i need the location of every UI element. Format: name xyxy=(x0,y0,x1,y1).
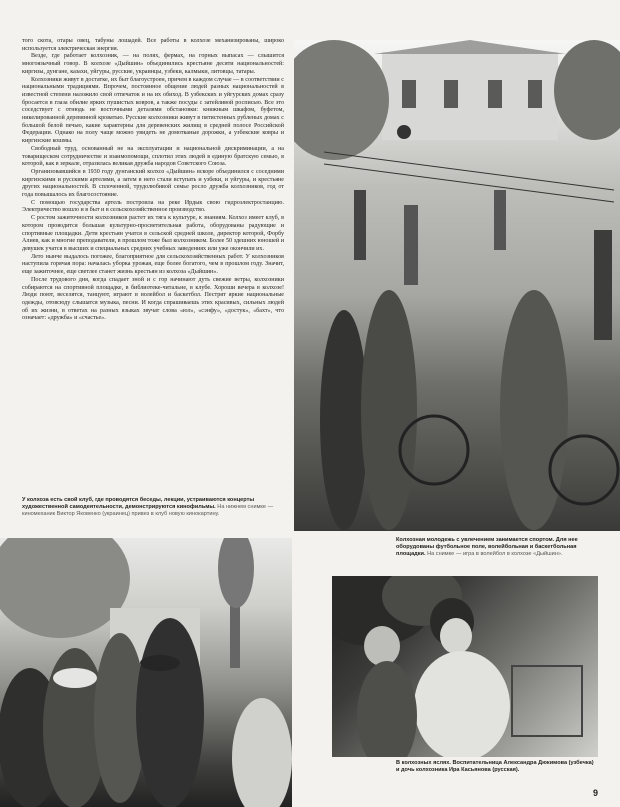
nursery-photo xyxy=(332,576,598,757)
article-paragraph: Организовавшийся в 1930 году дунганский колхоз «Дыйшин» вскоре объединился с соседними киргизскими и русскими артелями, а затем в него стали вступать и узбеки, и уйгуры, и крестьяне других национальностей. В сплоченной, трудолюбивой семье росло дружба колхозников, год от года повышалось их благосостояние. xyxy=(22,168,284,199)
article-paragraph: Везде, где работает колхозник, — на полях, фермах, на горных выпасах — слышится многоязычный говор. В колхозе «Дыйшин» объединились крестьяне десяти национальностей: киргизы, дунгане, казахи, уйгуры, русские, украинцы, узбеки, калмыки, литовцы, татары. xyxy=(22,53,284,75)
nursery-caption xyxy=(396,760,596,774)
article-text-column xyxy=(22,38,284,323)
projectionist-photo xyxy=(0,538,292,807)
page-number: 9 xyxy=(592,788,598,798)
volleyball-photo xyxy=(294,40,620,531)
article-paragraph: Свободный труд, основанный не на эксплуатации и национальной дискриминации, а на товарищеском сотрудничестве и взаимопомощи, сплотил этих людей в единую братскую семью, в которой, как в зеркале, отразилась великая дружба народов Советского Союза. xyxy=(22,145,284,168)
sport-caption-detail: На снимке — игра в волейбол в колхозе «Дыйшин». xyxy=(427,551,563,557)
article-paragraph: С ростом зажиточности колхозников растет их тяга к культуре, к знаниям. Колхоз имеет клуб, в котором проводится большая культурно-просветительная работа, оборудованы радующие и спортивные площадки. Дети крестьян учатся в сельской средней школе, директор которой, Форбу Алиев, как и многие преподаватели, в прошлом тоже был колхозником. Более 50 здешних юношей и девушек учатся в высших и специальных средних учебных заведениях или уже окончили их. xyxy=(22,215,284,252)
article-paragraph: того скота, отары овец, табуны лошадей. Все работы в колхозе механизированы, широко используется электрическая энергия. xyxy=(22,38,284,52)
club-caption xyxy=(22,497,284,518)
article-paragraph: С помощью государства артель построила на реке Ирдык свою гидроэлектростанцию. Электричество вошло и в быт и в сельскохозяйственное производство. xyxy=(22,199,284,214)
sport-caption-bold: Колхозная молодежь с увлечением занимается спортом. Для нее оборудованы футбольное поле, волейбольная и баскетбольная площадки. xyxy=(396,537,578,557)
nursery-caption-bold: В колхозных яслях. Воспитательница Александра Дюкимова (узбечка) и дочь колхозника Ира Касьянова (русская). xyxy=(396,760,594,773)
club-caption-bold: У колхоза есть свой клуб, где проводятся беседы, лекции, устраиваются концерты художественной самодеятельности, демонстрируются кинофильмы. xyxy=(22,497,255,510)
article-paragraph: После трудового дня, когда спадает зной и с гор начинают дуть свежие ветры, колхозники собираются на спортивной площадке, в библиотеке-читальне, в клубе. Хороши вечера в колхозе! Люди поют, веселятся, танцуют, играют в волейбол и баскетбол. Пестрят яркие национальные одежды, отовсюду слышатся музыка, песни. И когда спрашиваешь этих красивых, сильных людей об их жизни, в ответах на разных языках звучат слова «юл», «сэнфу», «достук», «бахт», что означает: «дружба» и «счастье». xyxy=(22,276,284,322)
article-paragraph: Колхозники живут в достатке, их быт благоустроен, причем в каждом случае — в соответствии с национальными традициями. Впрочем, постоянное общение людей разных национальностей в известной степени наложило свой отпечаток и на их обиход. В узбекских и уйгурских домах сразу бросается в глаза обилие ярких пушистых ковров, а также посуды с затейливой росписью. Все это соседствует с отнюдь не восточными деталями обстановки: книжным шкафом, буфетом, никелированной деревянной кроватью. Русские колхозники живут в пятистенных рубленых домах с большой белой печью, какие характерны для деревенских жилищ в средней полосе Российской Федерации. Однако на полу чаще можно увидеть не домотканые дорожки, а узбекские ковры и киргизские кошмы. xyxy=(22,76,284,145)
article-paragraph: Лето нынче выдалось погожее, благоприятное для сельскохозяйственных работ. У колхозников наступила горячая пора: началась уборка урожая, еще более богатого, чем в прошлом году. Значит, еще зажиточнее, еще светлее станет жизнь крестьян из колхоза «Дыйшин». xyxy=(22,253,284,276)
sport-caption xyxy=(396,537,596,558)
club-caption-detail: На нижнем снимке — киномеханик Виктор Яковенко (украинец) привез в клуб новую кинокартину. xyxy=(22,504,274,517)
